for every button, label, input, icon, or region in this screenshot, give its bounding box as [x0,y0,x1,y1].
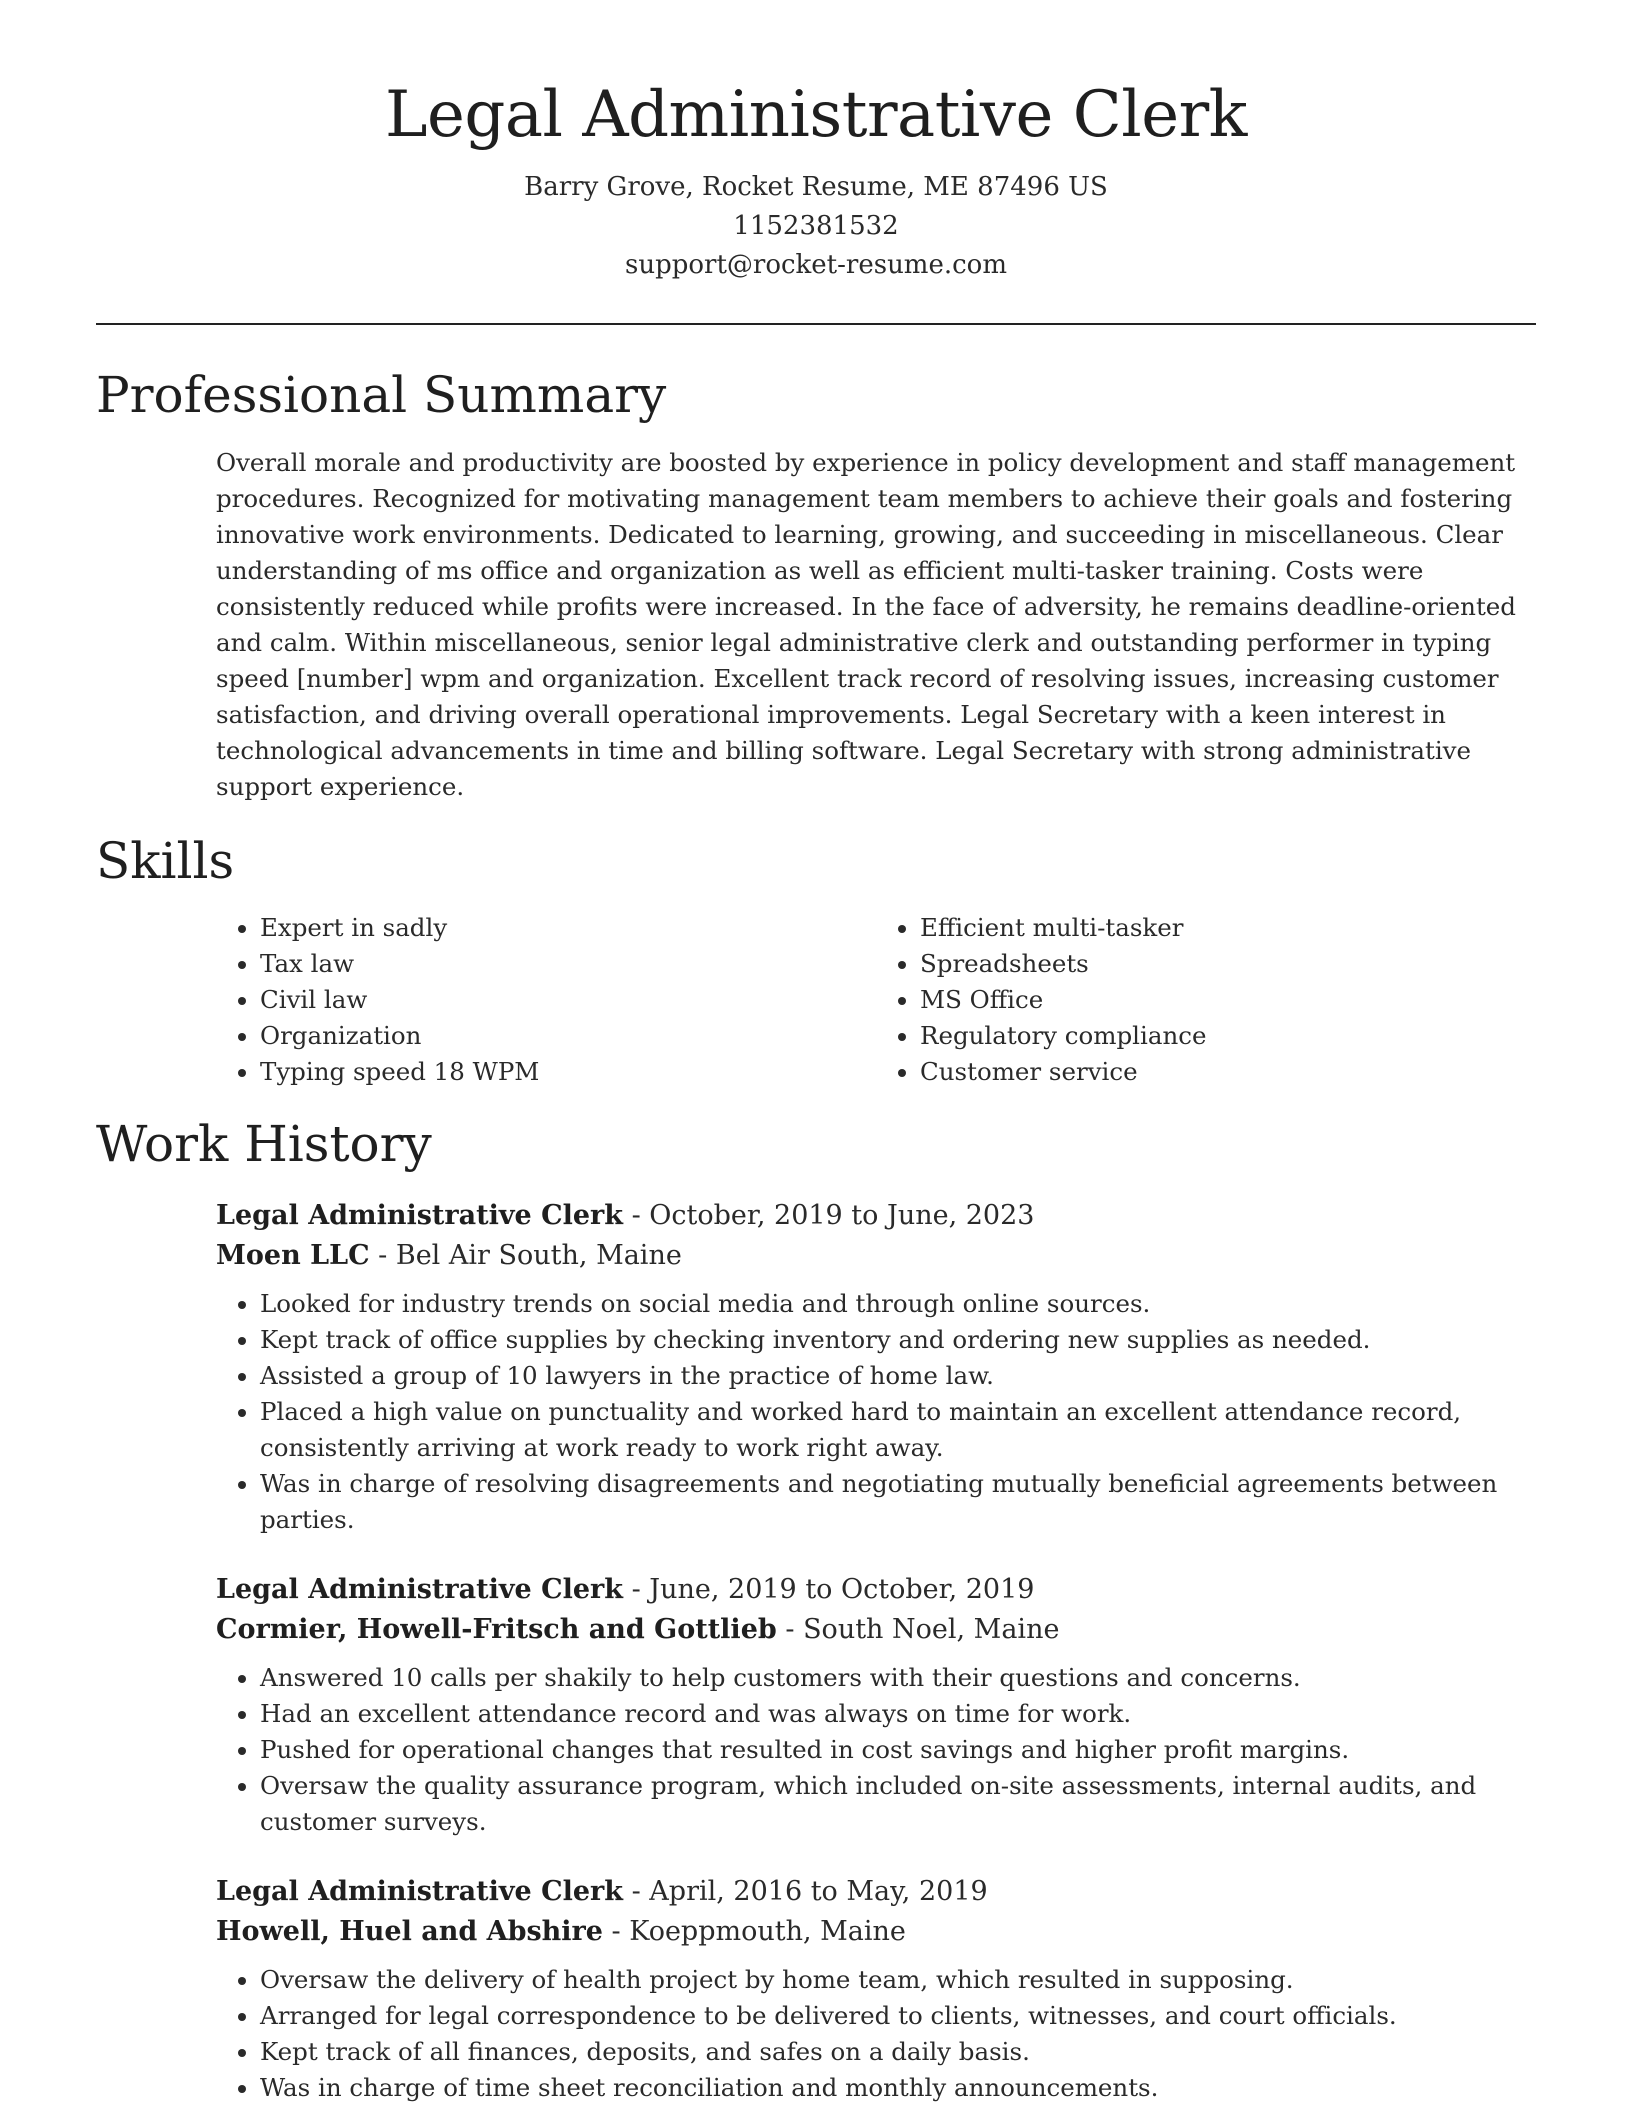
job-dates: April, 2016 to May, 2019 [649,1875,988,1907]
job-location: Bel Air South, Maine [395,1239,682,1271]
resume-header [96,0,1536,325]
skills-grid [216,910,1536,1090]
job-bullet: • Answered 10 calls per shakily to help customers with their questions and concerns. [260,1660,1536,1696]
skill-item: • Tax law [260,946,876,982]
section-title-summary: Professional Summary [96,366,667,425]
job-location: Koeppmouth, Maine [629,1915,906,1947]
job-title-line: Legal Administrative Clerk - April, 2016 to May, 2019 [216,1875,988,1907]
skill-item: • Regulatory compliance [920,1018,1536,1054]
summary-text: Overall morale and productivity are boosted by experience in policy development and staff management procedures. Recognized for motivating management team members to achieve their goals and fostering innovative work environments. Dedicated to learning, growing, and succeeding in miscellaneous. Clear understanding of ms office and organization as well as efficient multi-tasker training. Costs were consistently reduced while profits were increased. In the face of adversity, he remains deadline-oriented and calm. Within miscellaneous, senior legal administrative clerk and outstanding performer in typing speed [number] wpm and organization. Excellent track record of resolving issues, increasing customer satisfaction, and driving overall operational improvements. Legal Secretary with a keen interest in technological advancements in time and billing software. Legal Secretary with strong administrative support experience. [216,447,1516,801]
job-company: Cormier, Howell-Fritsch and Gottlieb [216,1613,777,1645]
job-bullet-list [216,1286,1536,1538]
job-bullet: • Oversaw the delivery of health project by home team, which resulted in supposing. [260,1962,1536,1998]
skill-item: • Expert in sadly [260,910,876,946]
skill-item: • Spreadsheets [920,946,1536,982]
job-bullet: • Kept track of office supplies by checking inventory and ordering new supplies as needed. [260,1322,1536,1358]
skill-item: • Efficient multi-tasker [920,910,1536,946]
job-bullet: • Assisted a group of 10 lawyers in the practice of home law. [260,1358,1536,1394]
contact-address: Barry Grove, Rocket Resume, ME 87496 US [524,172,1108,203]
job-bullet: • Looked for industry trends on social media and through online sources. [260,1286,1536,1322]
job-entry [216,1872,1536,2106]
job-bullet-list [216,1660,1536,1840]
skill-item: • Civil law [260,982,876,1018]
job-title: Legal Administrative Clerk [216,1199,623,1231]
job-bullet: • Placed a high value on punctuality and worked hard to maintain an excellent attendance record, consistently arriving at work ready to work right away. [260,1394,1536,1466]
job-bullet: • Was in charge of resolving disagreements and negotiating mutually beneficial agreements between parties. [260,1466,1536,1538]
job-title-line: Legal Administrative Clerk - June, 2019 to October, 2019 [216,1573,1035,1605]
skill-item: • Customer service [920,1054,1536,1090]
resume-page [96,0,1536,2106]
job-company: Moen LLC [216,1239,370,1271]
candidate-title: Legal Administrative Clerk [385,78,1247,152]
job-bullet: • Pushed for operational changes that resulted in cost savings and higher profit margins. [260,1732,1536,1768]
contact-phone: 1152381532 [733,211,899,242]
job-company-line: Moen LLC - Bel Air South, Maine [216,1239,682,1271]
job-bullet: • Oversaw the quality assurance program, which included on-site assessments, internal audits, and customer surveys. [260,1768,1536,1840]
job-company-line: Cormier, Howell-Fritsch and Gottlieb - South Noel, Maine [216,1613,1060,1645]
job-title: Legal Administrative Clerk [216,1875,623,1907]
job-bullet: • Arranged for legal correspondence to be delivered to clients, witnesses, and court officials. [260,1998,1536,2034]
job-title-line: Legal Administrative Clerk - October, 2019 to June, 2023 [216,1199,1035,1231]
section-title-work: Work History [96,1115,432,1174]
job-bullet: • Was in charge of time sheet reconciliation and monthly announcements. [260,2070,1536,2106]
skill-item: • Typing speed 18 WPM [260,1054,876,1090]
skill-item: • Organization [260,1018,876,1054]
section-title-skills: Skills [96,831,235,890]
job-location: South Noel, Maine [803,1613,1060,1645]
skills-section [96,833,1536,1091]
job-dates: June, 2019 to October, 2019 [649,1573,1035,1605]
job-title: Legal Administrative Clerk [216,1573,623,1605]
skills-list-right [876,910,1536,1090]
skill-item: • MS Office [920,982,1536,1018]
job-company-line: Howell, Huel and Abshire - Koeppmouth, Maine [216,1915,906,1947]
contact-email: support@rocket-resume.com [624,250,1007,281]
job-entry [216,1196,1536,1538]
job-dates: October, 2019 to June, 2023 [649,1199,1035,1231]
job-bullet: • Had an excellent attendance record and was always on time for work. [260,1696,1536,1732]
skills-list-left [216,910,876,1090]
job-entry [216,1570,1536,1840]
job-bullet: • Kept track of all finances, deposits, and safes on a daily basis. [260,2034,1536,2070]
contact-info [96,168,1536,285]
job-company: Howell, Huel and Abshire [216,1915,603,1947]
job-bullet-list [216,1962,1536,2106]
professional-summary-section [96,367,1536,805]
header-divider [96,323,1536,325]
work-history-section [96,1116,1536,2106]
